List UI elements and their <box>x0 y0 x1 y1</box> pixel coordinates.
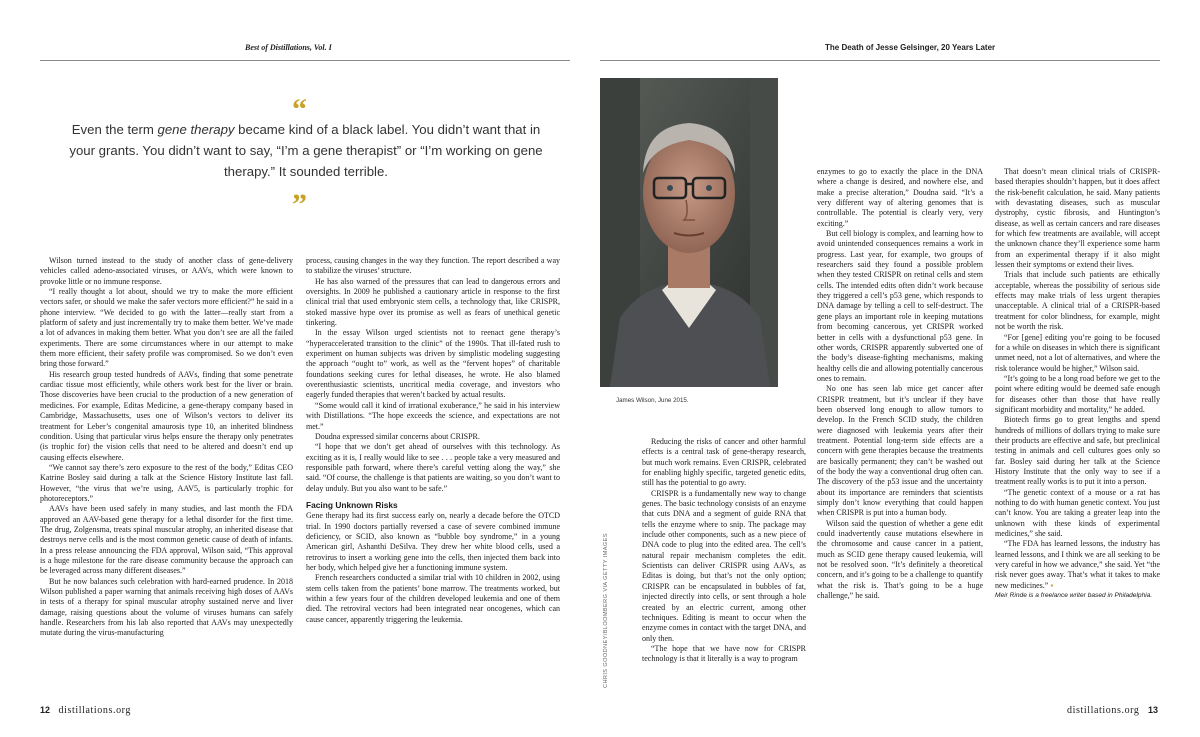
paragraph: “The hope that we have now for CRISPR technology is that it literally is a way to program <box>642 643 806 664</box>
paragraph: Doudna expressed similar concerns about CRISPR. <box>315 431 480 441</box>
paragraph: Gene therapy had its first success early on, nearly a decade before the OTCD trial. In 1990 doctors partially reversed a case of severe combined immune deficiency, or SCID, also known as “bubble boy syndrome,” in a young American girl, Ashanthi DeSilva. They drew her white blood cells, used a retrovirus to insert a working gene into the cells, then injected them back into her body, which helped give her a functioning immune system. <box>306 511 560 572</box>
close-quote-mark: ” <box>292 188 307 221</box>
footer-left <box>40 705 131 716</box>
open-quote-mark: “ <box>292 93 307 126</box>
paragraph <box>995 539 1160 591</box>
section-heading: Facing Unknown Risks <box>306 499 398 510</box>
running-header-right: The Death of Jesse Gelsinger, 20 Years Later <box>825 43 996 52</box>
article-column-2 <box>306 256 560 625</box>
paragraph: His research group tested hundreds of AAVs, finding that some penetrate cardiac tissue most efficiently, while others work best for the liver or brain. Those discoveries have been crucial to the production of a new generation of medicines. For example, Editas Medicine, a gene-therapy company based in Cambridge, Massachusetts, uses one of Wilson’s vectors to deliver its treatment for Leber’s congenital amaurosis type 10, an inherited blindness condition. Using that particular virus helps ensure the therapy only penetrates (is trophic for) the vision cells that need to be altered and doesn’t end up causing effects elsewhere. <box>40 369 293 462</box>
paragraph: But cell biology is complex, and learning how to avoid unintended consequences remains a work in progress. Last year, for example, two groups of researchers said they found a possible problem when they tested CRISPR on retinal cells and stem cells. The intended edits often didn’t work because they triggered a cell’s p53 gene, which responds to DNA damage by telling a cell to self-destruct. The gene plays an important role in keeping mutations from becoming cancerous, yet CRISPR worked better in cells with a dysfunctional p53 gene. In other words, CRISPR apparently subverted one of the body’s disease-fighting mechanisms, making healthy cells die and allowing potentially cancerous ones to remain. <box>817 229 983 383</box>
paragraph: “For [gene] editing you’re going to be focused for a while on diseases in which there is significant unmet need, not a lot of alternatives, and where the risk tolerance would be higher,” Wilson said. <box>995 332 1160 373</box>
photo-caption: James Wilson, June 2015. <box>616 397 689 404</box>
pull-quote <box>66 119 546 182</box>
paragraph: “The genetic context of a mouse or a rat has nothing to do with human genetic context. You just can’t know. You are taking a greater leap into the unknown with these kinds of experimental medicines,” she said. <box>995 487 1160 539</box>
final-paragraph-text: “The FDA has learned lessons, the industry has learned lessons, and I think we are all seeking to be very careful in how we advance,” she said. Yet “the risk never goes away. That’s what it takes to make new medicines.” <box>995 539 1160 590</box>
pull-quote-before: Even the term <box>71 122 158 137</box>
paragraph: enzymes to go to exactly the place in the DNA where a change is desired, and nowhere else, and make a precise alteration,” Doudna said. “It’s a very different way of altering genomes that is controllable. The potential is clearly very, very exciting.” <box>817 167 983 228</box>
paragraph: “Some would call it kind of irrational exuberance,” he said in his interview with Distillations. “The hope exceeds the science, and expectations are not met.” <box>306 400 560 431</box>
paragraph: “I hope that we don’t get ahead of ourselves with this technology. As exciting as it is, I really would like to see . . . people take a very measured and responsible path forward, where there’s careful vetting along the way,” she said. “Of course, the challenge is that patients are waiting, so you don’t want to delay unduly. But you also want to be safe.” <box>306 442 560 493</box>
article-column-5 <box>995 167 1160 601</box>
author-bio: Meir Rinde is a freelance writer based in Philadelphia. <box>995 592 1153 600</box>
running-header-left: Best of Distillations, Vol. I <box>245 43 332 52</box>
article-column-4 <box>817 167 983 601</box>
paragraph: But he now balances such celebration with hard-earned prudence. In 2018 Wilson published a paper warning that animals receiving high doses of AAVs in tests of a therapy for spinal muscular atrophy sustained nerve and liver damage, raising questions about the volume of viruses humans can safely handle. Researchers from his lab also reported that AAVs may unexpectedly mutate during the virus-manufacturing <box>40 576 293 638</box>
page-number-left: 12 <box>40 705 51 715</box>
paragraph: Reducing the risks of cancer and other harmful effects is a central task of gene-therapy research, but much work remains. Even CRISPR, celebrated for enabling highly specific, targeted genetic edits, still has the potential to go awry. <box>642 437 806 488</box>
portrait-illustration <box>600 78 778 387</box>
pull-quote-emphasis: gene therapy <box>157 122 235 137</box>
paragraph: Trials that include such patients are ethically acceptable, whereas the possibility of serious side effects may make trials of less urgent therapies unacceptable. A clinical trial of a CRISPR-based treatment for color blindness, for example, might not be worth the risk. <box>995 270 1160 332</box>
footer-right <box>1067 705 1158 716</box>
footer-site-right: distillations.org <box>1067 705 1140 716</box>
paragraph: Wilson said the question of whether a gene edit could inadvertently cause mutations elsewhere in the chromosome and cause cancer in a patient, much as SCID gene therapy caused leukemia, will not be resolved soon. “It’s definitely a theoretical concern, and it’s going to be a challenge to quantify what the risk is. That’s going to be a huge challenge,” he said. <box>817 518 983 601</box>
paragraph: In the essay Wilson urged scientists not to reenact gene therapy’s “hyperaccelerated transition to the clinic” of the 1990s. That ill-fated rush to experiment on human subjects was driven by simplistic modeling suggesting the approach “ought to” work, as well as the “fervent hopes” of charitable foundations seeking cures for lethal diseases, he wrote. He also blamed overenthusiastic scientists, uncritical media coverage, and investors who eagerly funded therapies that weren’t backed by actual results. <box>306 328 560 400</box>
article-column-1 <box>40 256 293 639</box>
paragraph: He has also warned of the pressures that can lead to dangerous errors and oversights. In 2009 he published a cautionary article in response to the first clinical trial that used embryonic stem cells, a technology that, like CRISPR, stoked massive hype over its promise as well as fears of unethical genetic tinkering. <box>306 276 560 328</box>
pull-quote-after: became kind of a black label. You didn’t want that in your grants. You didn’t want to say, “I’m a gene therapist” or “I’m working on gene therapy.” It sounded terrible. <box>69 122 543 179</box>
paragraph: Biotech firms go to great lengths and spend hundreds of millions of dollars trying to make sure their products are effective and safe, but preclinical testing in animals and cell cultures goes only so far. Bosley said during her talk at the Science History Institute that the only way to see if a treatment really works is to put it into a person. <box>995 415 1160 487</box>
end-mark-icon: ▪ <box>1050 580 1054 590</box>
header-rule-left <box>40 60 570 61</box>
paragraph: That doesn’t mean clinical trials of CRISPR-based therapies shouldn’t happen, but it does affect the risk-benefit calculation, he said. Many patients with devastating diseases, such as muscular dystrophy, cystic fibrosis, and Huntington’s disease, as well as certain cancers and rare diseases for which few treatments are available, will accept the unknown chance they’ll experience some harm from an experimental therapy if it also might lessen their symptoms or extend their lives. <box>995 167 1160 270</box>
paragraph: process, causing changes in the way they function. The report described a way to stabilize the viruses’ structure. <box>306 256 560 276</box>
paragraph: French researchers conducted a similar trial with 10 children in 2002, using stem cells taken from the patients’ bone marrow. The treatments worked, but within a few years four of the children developed leukemia and one of them died. The retroviral vectors had been integrated near oncogenes, which can cause cancer, apparently triggering the leukemia. <box>306 573 560 624</box>
footer-site-left: distillations.org <box>58 705 132 716</box>
portrait-photo <box>600 78 778 387</box>
paragraph: “I really thought a lot about, should we try to make the more efficient vectors safer, or should we make the safer vectors more efficient?” he said in a phone interview. “We decided to go with the latter—really start from a platform of safety and just incrementally try to make them better. We’ve made a lot of advances in making them better. What you don’t see are all the failed experiments. There are some circumstances where in our attempt to make them more efficient, their safety profile was compromised. So we don’t even bring those forward.” <box>40 287 293 369</box>
paragraph: AAVs have been used safely in many studies, and last month the FDA approved an AAV-based gene therapy for a lethal disorder for the first time. The drug, Zolgensma, treats spinal muscular atrophy, an inherited disease that destroys nerve cells and is the most common genetic cause of death of infants. In a press release announcing the FDA approval, Wilson said, “This approval is a huge milestone for the rare disease community because the approach can be leveraged across many different diseases.” <box>40 504 293 576</box>
paragraph: No one has seen lab mice get cancer after CRISPR treatment, but it’s unclear if they have been observed long enough to allow tumors to develop. In the French SCID study, the children were diagnosed with leukemia years after their treatment. Potential long-term side effects are a concern with gene therapies because the treatments are basically permanent; they can’t be washed out of the body the way a conventional drug often can. The discovery of the p53 issue and the uncertainty about its importance are reminders that scientists simply don’t know everything that could happen when CRISPR is put into a human body. <box>817 384 983 518</box>
paragraph: Wilson turned instead to the study of another class of gene-delivery vehicles called adeno-associated viruses, or AAVs, which were known to provoke little or no immune response. <box>40 256 293 286</box>
paragraph: CRISPR is a fundamentally new way to change genes. The basic technology consists of an enzyme that cuts DNA and a segment of guide RNA that tells the enzyme where to snip. The package may include other components, such as a new piece of DNA code to plug into the edited area. The cell’s natural repair mechanism completes the edit. Scientists can deliver CRISPR using AAVs, as Editas is doing, but that’s not the only option; CRISPR can be encapsulated in bubbles of fat, injected directly into cells, or sent through a hole created by an electric current, among other techniques. Editing is meant to occur when the enzyme comes in contact with the target DNA, and only then. <box>642 488 806 643</box>
article-column-3 <box>642 437 806 665</box>
paragraph: “It’s going to be a long road before we get to the point where editing would be deemed safe enough for diseases other than those that have really significant morbidity and mortality,” he added. <box>995 373 1160 414</box>
paragraph: “We cannot say there’s zero exposure to the rest of the body,” Editas CEO Katrine Bosley said during a talk at the Science History Institute last fall. However, “the virus that we’re using, AAV5, is particularly trophic for photoreceptors.” <box>40 462 293 503</box>
photo-credit: CHRIS GOODNEY/BLOOMBERG VIA GETTY IMAGES <box>603 533 609 688</box>
page-number-right: 13 <box>1148 705 1159 715</box>
header-rule-right <box>600 60 1160 61</box>
